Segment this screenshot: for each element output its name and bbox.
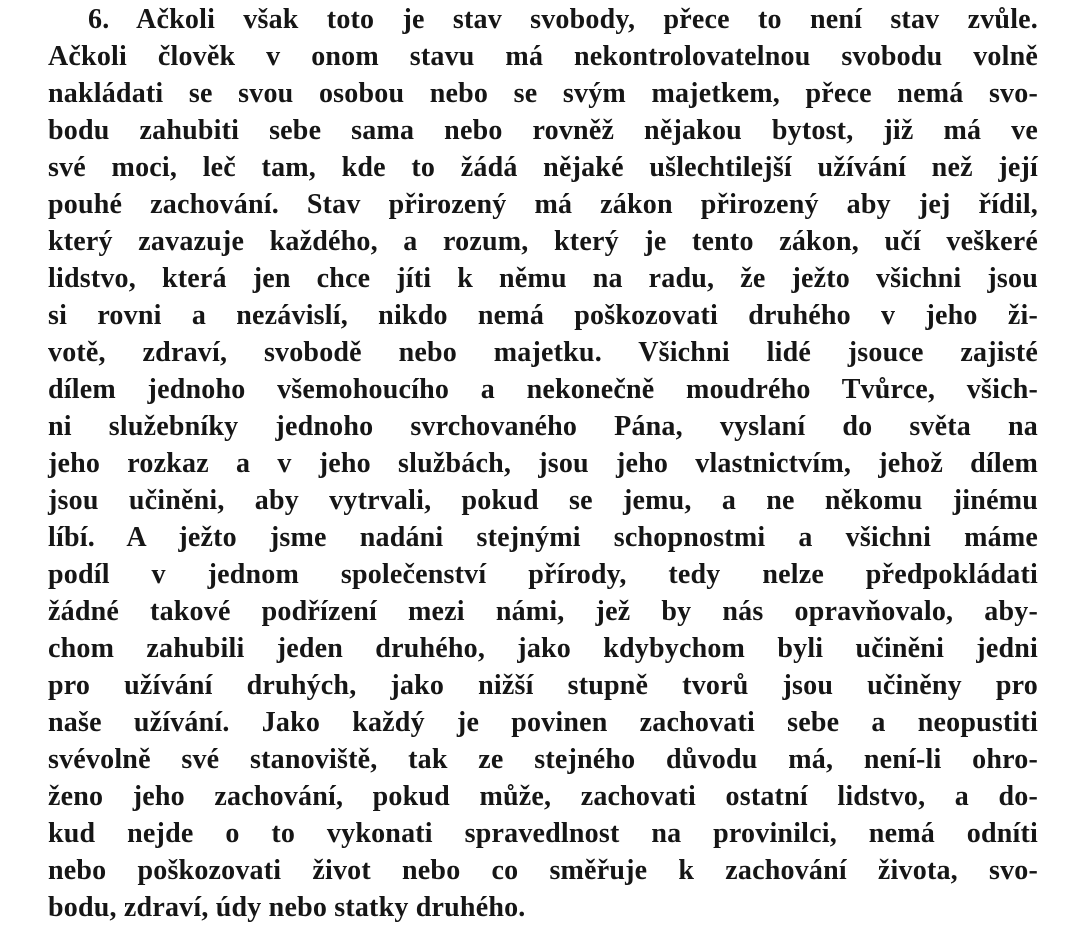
text-line: 6. Ačkoli však toto je stav svobody, přece to není stav zvůle.: [88, 4, 1038, 35]
text-line: jeho rozkaz a v jeho službách, jsou jeho vlastnictvím, jehož dílem: [48, 448, 1038, 479]
text-line: chom zahubili jeden druhého, jako kdybychom byli učiněni jedni: [48, 633, 1038, 664]
text-line: podíl v jednom společenství přírody, tedy nelze předpokládati: [48, 559, 1038, 590]
text-line: líbí. A ježto jsme nadáni stejnými schopnostmi a všichni máme: [48, 522, 1038, 553]
text-line: votě, zdraví, svobodě nebo majetku. Všichni lidé jsouce zajisté: [48, 337, 1038, 368]
text-line: ženo jeho zachování, pokud může, zachovati ostatní lidstvo, a do-: [48, 781, 1038, 812]
text-line: si rovni a nezávislí, nikdo nemá poškozovati druhého v jeho ži-: [48, 300, 1038, 331]
text-line: svévolně své stanoviště, tak ze stejného důvodu má, není-li ohro-: [48, 744, 1038, 775]
text-line: který zavazuje každého, a rozum, který je tento zákon, učí veškeré: [48, 226, 1038, 257]
text-line: žádné takové podřízení mezi námi, jež by nás opravňovalo, aby-: [48, 596, 1038, 627]
document-page: [48, 2, 1038, 942]
text-line: nebo poškozovati život nebo co směřuje k zachování života, svo-: [48, 855, 1038, 886]
text-line: bodu zahubiti sebe sama nebo rovněž nějakou bytost, již má ve: [48, 115, 1038, 146]
text-line: pouhé zachování. Stav přirozený má zákon přirozený aby jej řídil,: [48, 189, 1038, 220]
text-line: kud nejde o to vykonati spravedlnost na provinilci, nemá odníti: [48, 818, 1038, 849]
text-line: Ačkoli člověk v onom stavu má nekontrolovatelnou svobodu volně: [48, 41, 1038, 72]
text-line: jsou učiněni, aby vytrvali, pokud se jemu, a ne někomu jinému: [48, 485, 1038, 516]
text-line: bodu, zdraví, údy nebo statky druhého.: [48, 892, 526, 923]
text-line: lidstvo, která jen chce jíti k němu na radu, že ježto všichni jsou: [48, 263, 1038, 294]
text-line: nakládati se svou osobou nebo se svým majetkem, přece nemá svo-: [48, 78, 1038, 109]
text-line: své moci, leč tam, kde to žádá nějaké ušlechtilejší užívání než její: [48, 152, 1038, 183]
text-line: pro užívání druhých, jako nižší stupně tvorů jsou učiněny pro: [48, 670, 1038, 701]
text-line: dílem jednoho všemohoucího a nekonečně moudrého Tvůrce, všich-: [48, 374, 1038, 405]
text-line: naše užívání. Jako každý je povinen zachovati sebe a neopustiti: [48, 707, 1038, 738]
text-line: ni služebníky jednoho svrchovaného Pána, vyslaní do světa na: [48, 411, 1038, 442]
